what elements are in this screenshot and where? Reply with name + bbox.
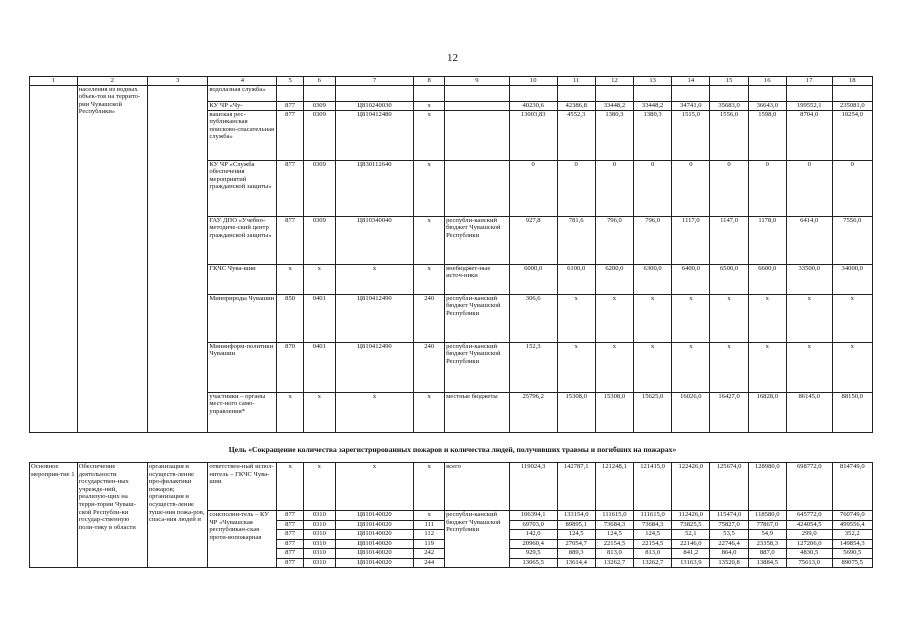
value-cell: 814749,0 — [832, 463, 872, 511]
column-number-cell: 6 — [303, 77, 335, 86]
value-cell: 841,2 — [672, 549, 710, 559]
value-cell: 352,2 — [832, 530, 872, 540]
value-cell: 88150,0 — [832, 392, 872, 432]
value-cell: 77867,0 — [748, 520, 786, 530]
value-cell: 0 — [509, 160, 557, 216]
column-number-cell: 2 — [77, 77, 147, 86]
value-cell: x — [748, 294, 786, 342]
executor-cell: ГКЧС Чува-шии — [208, 264, 277, 294]
section-code-cell: 0309 — [303, 216, 335, 264]
expense-type-cell: 240 — [414, 294, 445, 342]
target-item-cell: Ц810412490 — [335, 294, 414, 342]
value-cell: 121415,0 — [634, 463, 672, 511]
section-code-cell: 0401 — [303, 294, 335, 342]
target-item-cell: Ц810140020 — [335, 520, 414, 530]
value-cell: x — [672, 294, 710, 342]
col3-cell — [147, 85, 208, 432]
section-code-cell: x — [303, 392, 335, 432]
value-cell: 7556,0 — [832, 216, 872, 264]
value-cell — [748, 85, 786, 101]
value-cell: 149854,3 — [832, 539, 872, 549]
value-cell: 35683,0 — [710, 101, 748, 110]
expense-type-cell: 244 — [414, 558, 445, 568]
section-code-cell: x — [303, 463, 335, 511]
value-cell — [672, 85, 710, 101]
value-cell: x — [595, 342, 633, 392]
section-code-cell: 0401 — [303, 342, 335, 392]
column-number-cell: 13 — [634, 77, 672, 86]
gr-code-cell: 877 — [277, 520, 304, 530]
value-cell: 52,1 — [672, 530, 710, 540]
value-cell: 199552,1 — [786, 101, 832, 110]
value-cell: 23358,3 — [748, 539, 786, 549]
value-cell: 645772,0 — [786, 511, 832, 521]
section-code-cell: 0310 — [303, 520, 335, 530]
value-cell: 42386,8 — [557, 101, 595, 110]
expense-type-cell: x — [414, 264, 445, 294]
value-cell: 499556,4 — [832, 520, 872, 530]
funding-source-cell: республи-канский бюджет Чувашской Республики — [445, 294, 510, 342]
executor-cell: Мининформ-политики Чувашии — [208, 342, 277, 392]
value-cell: 115474,0 — [710, 511, 748, 521]
column-number-cell: 16 — [748, 77, 786, 86]
value-cell: 15308,0 — [557, 392, 595, 432]
column-number-cell: 17 — [786, 77, 832, 86]
value-cell: 0 — [748, 160, 786, 216]
column-number-cell: 3 — [147, 77, 208, 86]
value-cell: 0 — [595, 160, 633, 216]
column-number-cell: 5 — [277, 77, 304, 86]
value-cell: 86145,0 — [786, 392, 832, 432]
value-cell: 36643,0 — [748, 101, 786, 110]
target-item-cell: Ц810412480 — [335, 110, 414, 160]
value-cell: 6400,0 — [672, 264, 710, 294]
expense-type-cell: x — [414, 110, 445, 160]
value-cell: 124,5 — [557, 530, 595, 540]
value-cell: 33448,2 — [595, 101, 633, 110]
value-cell: 75613,0 — [786, 558, 832, 568]
section-code-cell: 0310 — [303, 511, 335, 521]
value-cell: 0 — [786, 160, 832, 216]
value-cell: x — [786, 342, 832, 392]
value-cell: x — [832, 342, 872, 392]
value-cell: 16828,0 — [748, 392, 786, 432]
value-cell: 13262,7 — [595, 558, 633, 568]
value-cell: x — [710, 294, 748, 342]
column-number-cell: 10 — [509, 77, 557, 86]
target-item-cell: x — [335, 392, 414, 432]
executor-cell: КУ ЧР «Служба обеспечения мероприятий гражданской защиты» — [208, 160, 277, 216]
value-cell: 142787,1 — [557, 463, 595, 511]
value-cell: 6600,0 — [748, 264, 786, 294]
main-event-cell: Основное мероприя-тие 1 — [30, 463, 78, 568]
value-cell: 10254,0 — [832, 110, 872, 160]
value-cell — [832, 85, 872, 101]
event-activities-cell: организация и осуществ-ление про-филактики пожаров; организация и осуществ-ление туше-ния пожа-ров, спаса-ния людей и — [147, 463, 208, 568]
event-description-cell: Обеспечение деятельности государствен-ных учрежде-ний, реализую-щих на терри-тории Чуваш-ской Республи-ки государ-ственную поли-тику в области — [77, 463, 147, 568]
executor-cell: вашская рес-публиканская поисково-спасательная служба» — [208, 110, 277, 160]
value-cell: 125674,0 — [710, 463, 748, 511]
funding-source-cell: республи-канский бюджет Чувашской Республики — [445, 511, 510, 568]
section-code-cell: x — [303, 264, 335, 294]
value-cell: 6100,0 — [557, 264, 595, 294]
value-cell: 424054,5 — [786, 520, 832, 530]
value-cell: 781,6 — [557, 216, 595, 264]
value-cell: 16427,0 — [710, 392, 748, 432]
column-number-cell: 14 — [672, 77, 710, 86]
value-cell: 4552,3 — [557, 110, 595, 160]
value-cell: 6414,0 — [786, 216, 832, 264]
value-cell: 698772,0 — [786, 463, 832, 511]
value-cell: 0 — [832, 160, 872, 216]
column-number-row — [30, 77, 873, 86]
target-item-cell: Ц810412490 — [335, 342, 414, 392]
value-cell: 112426,0 — [672, 511, 710, 521]
gr-code-cell: 877 — [277, 216, 304, 264]
value-cell: 306,6 — [509, 294, 557, 342]
value-cell: 887,0 — [748, 549, 786, 559]
value-cell: 1556,0 — [710, 110, 748, 160]
value-cell: 106394,1 — [509, 511, 557, 521]
gr-code-cell: 877 — [277, 160, 304, 216]
gr-code-cell: 870 — [277, 342, 304, 392]
value-cell: 6200,0 — [595, 264, 633, 294]
value-cell: 133154,0 — [557, 511, 595, 521]
value-cell — [595, 85, 633, 101]
column-number-cell: 18 — [832, 77, 872, 86]
value-cell — [710, 85, 748, 101]
value-cell: 20960,4 — [509, 539, 557, 549]
gr-code-cell: 877 — [277, 511, 304, 521]
value-cell: 89075,5 — [832, 558, 872, 568]
section-code-cell: 0309 — [303, 110, 335, 160]
executor-cell: Минприроды Чувашии — [208, 294, 277, 342]
value-cell: 33500,0 — [786, 264, 832, 294]
gr-code-cell: 877 — [277, 101, 304, 110]
section-code-cell: 0310 — [303, 539, 335, 549]
value-cell: 69703,0 — [509, 520, 557, 530]
column-number-cell: 7 — [335, 77, 414, 86]
expense-type-cell: x — [414, 160, 445, 216]
value-cell: 5690,5 — [832, 549, 872, 559]
column-number-cell: 11 — [557, 77, 595, 86]
value-cell: 1380,3 — [634, 110, 672, 160]
value-cell: 1598,0 — [748, 110, 786, 160]
budget-table-top — [29, 76, 873, 433]
funding-source-cell — [445, 101, 510, 110]
funding-source-cell: внебюджет-ные источ-ники — [445, 264, 510, 294]
value-cell: x — [595, 294, 633, 342]
value-cell: 15625,0 — [634, 392, 672, 432]
target-item-cell: Ц830112640 — [335, 160, 414, 216]
value-cell: 889,3 — [557, 549, 595, 559]
funding-source-cell: республи-канский бюджет Чувашской Республики — [445, 216, 510, 264]
column-number-cell: 12 — [595, 77, 633, 86]
value-cell: 124,5 — [595, 530, 633, 540]
value-cell: 1117,0 — [672, 216, 710, 264]
expense-type-cell: x — [414, 101, 445, 110]
expense-type-cell: 111 — [414, 520, 445, 530]
value-cell: 22146,0 — [672, 539, 710, 549]
value-cell: 119024,3 — [509, 463, 557, 511]
target-item-cell: Ц810140020 — [335, 511, 414, 521]
value-cell: 142,0 — [509, 530, 557, 540]
gr-code-cell: x — [277, 392, 304, 432]
value-cell: 73825,5 — [672, 520, 710, 530]
expense-type-cell: x — [414, 463, 445, 511]
value-cell: 124,5 — [634, 530, 672, 540]
target-item-cell — [335, 85, 414, 101]
value-cell: x — [748, 342, 786, 392]
section-code-cell: 0310 — [303, 558, 335, 568]
column-number-cell: 4 — [208, 77, 277, 86]
value-cell: 235081,0 — [832, 101, 872, 110]
expense-type-cell: 242 — [414, 549, 445, 559]
value-cell: 53,5 — [710, 530, 748, 540]
value-cell: x — [634, 342, 672, 392]
value-cell: 13065,5 — [509, 558, 557, 568]
value-cell: 22154,5 — [595, 539, 633, 549]
value-cell: 13163,9 — [672, 558, 710, 568]
value-cell: 796,0 — [595, 216, 633, 264]
co-executor-cell: соисполни-тель – КУ ЧР «Чувашская республикан-ская проти-вопожарная — [208, 511, 277, 568]
value-cell: 6000,0 — [509, 264, 557, 294]
funding-source-cell — [445, 85, 510, 101]
value-cell: 13884,5 — [748, 558, 786, 568]
value-cell: 34741,0 — [672, 101, 710, 110]
value-cell: x — [832, 294, 872, 342]
gr-code-cell: 877 — [277, 530, 304, 540]
gr-code-cell: 850 — [277, 294, 304, 342]
value-cell: 111615,0 — [634, 511, 672, 521]
column-number-cell: 1 — [30, 77, 78, 86]
value-cell: 6500,0 — [710, 264, 748, 294]
value-cell: 1515,0 — [672, 110, 710, 160]
target-item-cell: x — [335, 264, 414, 294]
target-item-cell: Ц810140020 — [335, 539, 414, 549]
expense-type-cell: 119 — [414, 539, 445, 549]
column-number-cell: 8 — [414, 77, 445, 86]
value-cell: 89895,1 — [557, 520, 595, 530]
gr-code-cell: x — [277, 463, 304, 511]
value-cell: 73684,3 — [595, 520, 633, 530]
column-number-cell: 9 — [445, 77, 510, 86]
gr-code-cell: 877 — [277, 549, 304, 559]
value-cell: 0 — [710, 160, 748, 216]
value-cell: 152,3 — [509, 342, 557, 392]
table-row — [30, 463, 873, 511]
col1-cell — [30, 85, 78, 432]
value-cell — [786, 85, 832, 101]
target-item-cell: x — [335, 463, 414, 511]
value-cell: 54,9 — [748, 530, 786, 540]
value-cell: 34000,0 — [832, 264, 872, 294]
value-cell: 299,0 — [786, 530, 832, 540]
value-cell: 27054,7 — [557, 539, 595, 549]
target-item-cell: Ц810140020 — [335, 530, 414, 540]
gr-code-cell: x — [277, 264, 304, 294]
target-item-cell: Ц810140020 — [335, 558, 414, 568]
expense-type-cell: x — [414, 216, 445, 264]
value-cell: 22154,5 — [634, 539, 672, 549]
value-cell: 1380,3 — [595, 110, 633, 160]
value-cell: 927,8 — [509, 216, 557, 264]
section-code-cell: 0309 — [303, 101, 335, 110]
value-cell: 13520,8 — [710, 558, 748, 568]
value-cell — [557, 85, 595, 101]
funding-source-cell: всего — [445, 463, 510, 511]
section-code-cell: 0310 — [303, 530, 335, 540]
target-item-cell: Ц810240030 — [335, 101, 414, 110]
value-cell: 118580,0 — [748, 511, 786, 521]
value-cell: 813,0 — [634, 549, 672, 559]
expense-type-cell — [414, 85, 445, 101]
value-cell: x — [672, 342, 710, 392]
value-cell: 4830,5 — [786, 549, 832, 559]
value-cell: 760749,0 — [832, 511, 872, 521]
value-cell: 73684,3 — [634, 520, 672, 530]
budget-table-bottom — [29, 462, 873, 568]
funding-source-cell — [445, 110, 510, 160]
executor-cell: ГАУ ДПО «Учебно-методиче-ский центр гражданской защиты» — [208, 216, 277, 264]
gr-code-cell — [277, 85, 304, 101]
funding-source-cell: местные бюджеты — [445, 392, 510, 432]
expense-type-cell: 112 — [414, 530, 445, 540]
section-code-cell — [303, 85, 335, 101]
value-cell: 8704,0 — [786, 110, 832, 160]
value-cell — [509, 85, 557, 101]
value-cell: 33448,2 — [634, 101, 672, 110]
value-cell: 25796,2 — [509, 392, 557, 432]
value-cell: 22746,4 — [710, 539, 748, 549]
value-cell: 128980,0 — [748, 463, 786, 511]
value-cell: x — [786, 294, 832, 342]
value-cell: x — [557, 342, 595, 392]
value-cell: x — [557, 294, 595, 342]
value-cell — [634, 85, 672, 101]
value-cell: x — [710, 342, 748, 392]
col2-measure-cell: населения из водных объек-тов на террито-рии Чувашской Республики» — [77, 85, 147, 432]
value-cell: 864,0 — [710, 549, 748, 559]
value-cell: 15308,0 — [595, 392, 633, 432]
value-cell: 796,0 — [634, 216, 672, 264]
section-code-cell: 0309 — [303, 160, 335, 216]
executor-cell: водолазная служба» — [208, 85, 277, 101]
gr-code-cell: 877 — [277, 110, 304, 160]
expense-type-cell: x — [414, 511, 445, 521]
target-item-cell: Ц810340040 — [335, 216, 414, 264]
value-cell: 127206,0 — [786, 539, 832, 549]
value-cell: 122426,0 — [672, 463, 710, 511]
value-cell: 121248,1 — [595, 463, 633, 511]
gr-code-cell: 877 — [277, 539, 304, 549]
value-cell: 111615,0 — [595, 511, 633, 521]
gr-code-cell: 877 — [277, 558, 304, 568]
value-cell: 0 — [672, 160, 710, 216]
executor-cell: ответствен-ный испол-нитель – ГКЧС Чува-шии — [208, 463, 277, 511]
goal-heading: Цель «Сокращение количества зарегистрированных пожаров и количества людей, получивших травмы и погибших на пожарах» — [228, 445, 677, 454]
expense-type-cell: 240 — [414, 342, 445, 392]
value-cell: 1147,0 — [710, 216, 748, 264]
value-cell: 13003,83 — [509, 110, 557, 160]
executor-cell: участники – органы мест-ного само-управления* — [208, 392, 277, 432]
value-cell: 13614,4 — [557, 558, 595, 568]
value-cell: 929,5 — [509, 549, 557, 559]
value-cell: 0 — [634, 160, 672, 216]
executor-cell: КУ ЧР «Чу- — [208, 101, 277, 110]
funding-source-cell: республи-канский бюджет Чувашской Республики — [445, 342, 510, 392]
target-item-cell: Ц810140020 — [335, 549, 414, 559]
value-cell: 40230,6 — [509, 101, 557, 110]
value-cell: 0 — [557, 160, 595, 216]
table-row — [30, 85, 873, 101]
value-cell: x — [634, 294, 672, 342]
value-cell: 16026,0 — [672, 392, 710, 432]
value-cell: 75827,0 — [710, 520, 748, 530]
page-number: 12 — [447, 52, 458, 64]
value-cell: 1178,0 — [748, 216, 786, 264]
expense-type-cell: x — [414, 392, 445, 432]
funding-source-cell — [445, 160, 510, 216]
value-cell: 13262,7 — [634, 558, 672, 568]
column-number-cell: 15 — [710, 77, 748, 86]
section-code-cell: 0310 — [303, 549, 335, 559]
value-cell: 6300,0 — [634, 264, 672, 294]
value-cell: 813,0 — [595, 549, 633, 559]
